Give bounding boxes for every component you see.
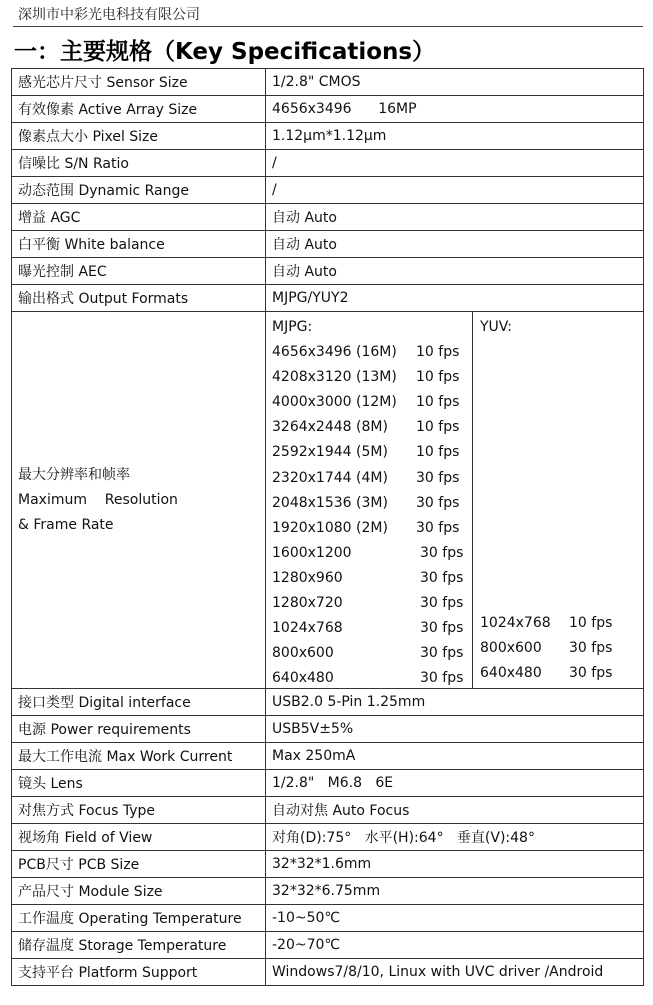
spec-label: 支持平台 Platform Support — [12, 959, 266, 986]
spec-label: 电源 Power requirements — [12, 716, 266, 743]
spec-label: 像素点大小 Pixel Size — [12, 123, 266, 150]
spec-value: USB2.0 5-Pin 1.25mm — [266, 689, 644, 716]
spec-row-pcb-size — [12, 851, 644, 878]
spec-value: 自动 Auto — [266, 204, 644, 231]
spec-label: 白平衡 White balance — [12, 231, 266, 258]
spec-value: 32*32*1.6mm — [266, 851, 644, 878]
header-rule — [13, 26, 643, 27]
mjpg-column — [266, 312, 473, 688]
spec-row-sn-ratio — [12, 150, 644, 177]
mjpg-mode: 1920x1080 (2M) 30 fps — [272, 519, 460, 536]
spec-label: 动态范围 Dynamic Range — [12, 177, 266, 204]
yuv-column — [473, 312, 643, 688]
spec-value: 4656x3496 16MP — [266, 96, 644, 123]
resolution-label-en-2: & Frame Rate — [18, 516, 114, 533]
spec-row-focus-type — [12, 797, 644, 824]
spec-label: 接口类型 Digital interface — [12, 689, 266, 716]
spec-row-interface — [12, 689, 644, 716]
resolution-value — [266, 312, 644, 689]
spec-value: USB5V±5% — [266, 716, 644, 743]
mjpg-mode: 2320x1744 (4M) 30 fps — [272, 469, 460, 486]
mjpg-mode: 800x600 30 fps — [272, 645, 464, 662]
spec-value: 32*32*6.75mm — [266, 878, 644, 905]
mjpg-mode: 4000x3000 (12M) 10 fps — [272, 394, 460, 411]
spec-label: 信噪比 S/N Ratio — [12, 150, 266, 177]
spec-value: 1/2.8" CMOS — [266, 69, 644, 96]
mjpg-mode: 4656x3496 (16M) 10 fps — [272, 344, 460, 361]
spec-value: 对角(D):75° 水平(H):64° 垂直(V):48° — [266, 824, 644, 851]
spec-label: 有效像素 Active Array Size — [12, 96, 266, 123]
spec-row-resolution — [12, 312, 644, 689]
mjpg-mode: 1600x1200 30 fps — [272, 544, 464, 561]
spec-row-aec — [12, 258, 644, 285]
spec-value: / — [266, 177, 644, 204]
spec-label: 感光芯片尺寸 Sensor Size — [12, 69, 266, 96]
spec-value: 自动对焦 Auto Focus — [266, 797, 644, 824]
spec-row-storage-temp — [12, 932, 644, 959]
yuv-mode: 640x480 30 fps — [480, 664, 613, 681]
spec-row-pixel-size — [12, 123, 644, 150]
yuv-mode: 800x600 30 fps — [480, 639, 613, 656]
spec-value: 自动 Auto — [266, 258, 644, 285]
spec-label: 增益 AGC — [12, 204, 266, 231]
mjpg-mode: 2592x1944 (5M) 10 fps — [272, 444, 460, 461]
spec-row-power — [12, 716, 644, 743]
spec-label: 最大工作电流 Max Work Current — [12, 743, 266, 770]
spec-row-agc — [12, 204, 644, 231]
spec-table — [11, 68, 644, 986]
spec-row-active-array — [12, 96, 644, 123]
mjpg-header: MJPG: — [272, 319, 313, 335]
spec-value: MJPG/YUY2 — [266, 285, 644, 312]
spec-row-white-balance — [12, 231, 644, 258]
yuv-header: YUV: — [480, 319, 512, 335]
spec-row-field-of-view — [12, 824, 644, 851]
spec-label: 工作温度 Operating Temperature — [12, 905, 266, 932]
spec-label: 输出格式 Output Formats — [12, 285, 266, 312]
resolution-label-en: Maximum Resolution — [18, 491, 178, 508]
spec-row-lens — [12, 770, 644, 797]
spec-value: Max 250mA — [266, 743, 644, 770]
spec-label: 对焦方式 Focus Type — [12, 797, 266, 824]
spec-label: PCB尺寸 PCB Size — [12, 851, 266, 878]
spec-row-platform — [12, 959, 644, 986]
yuv-mode: 1024x768 10 fps — [480, 614, 613, 631]
spec-row-max-current — [12, 743, 644, 770]
spec-row-output-formats — [12, 285, 644, 312]
spec-label: 储存温度 Storage Temperature — [12, 932, 266, 959]
mjpg-mode: 2048x1536 (3M) 30 fps — [272, 494, 460, 511]
mjpg-mode: 1280x960 30 fps — [272, 569, 464, 586]
spec-value: 自动 Auto — [266, 231, 644, 258]
yuv-mode-list — [480, 611, 612, 686]
mjpg-mode: 4208x3120 (13M) 10 fps — [272, 369, 460, 386]
resolution-label-cn: 最大分辨率和帧率 — [18, 466, 130, 483]
spec-label: 产品尺寸 Module Size — [12, 878, 266, 905]
mjpg-mode: 1024x768 30 fps — [272, 620, 464, 637]
spec-row-dynamic-range — [12, 177, 644, 204]
mjpg-mode: 3264x2448 (8M) 10 fps — [272, 419, 460, 436]
spec-value: 1/2.8" M6.8 6E — [266, 770, 644, 797]
spec-row-module-size — [12, 878, 644, 905]
spec-value: / — [266, 150, 644, 177]
spec-value: 1.12μm*1.12μm — [266, 123, 644, 150]
spec-value: Windows7/8/10, Linux with UVC driver /Android — [266, 959, 644, 986]
section-title: 一：主要规格（Key Specifications） — [14, 39, 436, 65]
mjpg-mode: 1280x720 30 fps — [272, 595, 464, 612]
spec-label: 曝光控制 AEC — [12, 258, 266, 285]
spec-row-sensor-size — [12, 69, 644, 96]
company-name: 深圳市中彩光电科技有限公司 — [18, 7, 200, 23]
spec-row-operating-temp — [12, 905, 644, 932]
spec-value: -10~50℃ — [266, 905, 644, 932]
resolution-label — [12, 312, 266, 689]
spec-value: -20~70℃ — [266, 932, 644, 959]
spec-label: 镜头 Lens — [12, 770, 266, 797]
mjpg-mode: 640x480 30 fps — [272, 670, 464, 687]
spec-label: 视场角 Field of View — [12, 824, 266, 851]
